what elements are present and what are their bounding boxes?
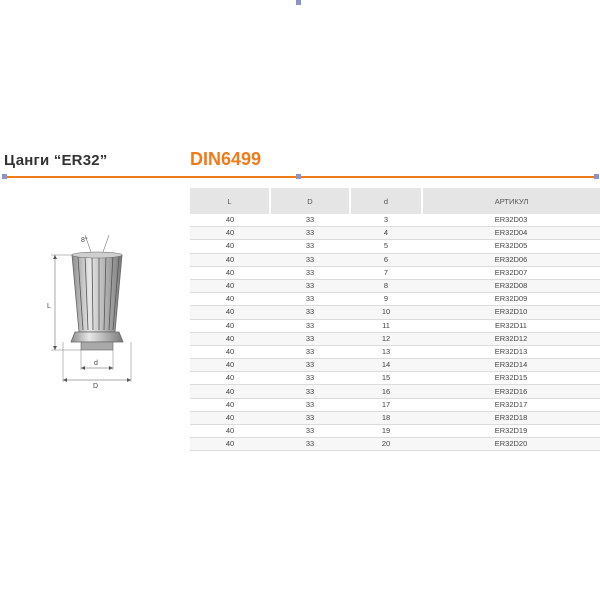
- cell-article: ER32D06: [422, 253, 600, 266]
- cell-length: 40: [190, 385, 270, 398]
- cell-outer-diameter: 33: [270, 214, 350, 227]
- cell-outer-diameter: 33: [270, 332, 350, 345]
- cell-article: ER32D05: [422, 240, 600, 253]
- cell-length: 40: [190, 411, 270, 424]
- inner-diameter-label: d: [94, 360, 98, 367]
- cell-inner-diameter: 7: [350, 266, 422, 279]
- table-row: [190, 266, 600, 279]
- cell-outer-diameter: 33: [270, 385, 350, 398]
- cell-outer-diameter: 33: [270, 240, 350, 253]
- cell-article: ER32D18: [422, 411, 600, 424]
- cell-length: 40: [190, 240, 270, 253]
- cell-outer-diameter: 33: [270, 306, 350, 319]
- cell-inner-diameter: 14: [350, 359, 422, 372]
- cell-inner-diameter: 20: [350, 438, 422, 451]
- cell-article: ER32D11: [422, 319, 600, 332]
- cell-outer-diameter: 33: [270, 293, 350, 306]
- collet-body-shape: [72, 255, 122, 332]
- column-header-outer-d: D: [270, 188, 350, 214]
- cell-inner-diameter: 4: [350, 227, 422, 240]
- guide-handle-middle: [296, 174, 301, 179]
- cell-inner-diameter: 9: [350, 293, 422, 306]
- cell-article: ER32D08: [422, 279, 600, 292]
- cell-outer-diameter: 33: [270, 227, 350, 240]
- table-row: [190, 306, 600, 319]
- cell-outer-diameter: 33: [270, 266, 350, 279]
- guide-handle-right: [594, 174, 599, 179]
- table-row: [190, 425, 600, 438]
- cell-outer-diameter: 33: [270, 438, 350, 451]
- cell-length: 40: [190, 332, 270, 345]
- collet-drawing: [45, 230, 145, 390]
- cell-article: ER32D20: [422, 438, 600, 451]
- table-row: [190, 279, 600, 292]
- cell-inner-diameter: 18: [350, 411, 422, 424]
- cell-length: 40: [190, 359, 270, 372]
- cell-outer-diameter: 33: [270, 411, 350, 424]
- cell-outer-diameter: 33: [270, 359, 350, 372]
- guide-handle-left: [2, 174, 7, 179]
- column-header-inner-d: d: [350, 188, 422, 214]
- cell-article: ER32D10: [422, 306, 600, 319]
- table-row: [190, 293, 600, 306]
- cell-outer-diameter: 33: [270, 372, 350, 385]
- cell-length: 40: [190, 438, 270, 451]
- collet-spec-table: [190, 188, 600, 451]
- cell-outer-diameter: 33: [270, 398, 350, 411]
- table-row: [190, 411, 600, 424]
- cell-inner-diameter: 8: [350, 279, 422, 292]
- table-row: [190, 240, 600, 253]
- cell-article: ER32D07: [422, 266, 600, 279]
- cell-inner-diameter: 19: [350, 425, 422, 438]
- table-row: [190, 319, 600, 332]
- cell-article: ER32D04: [422, 227, 600, 240]
- table-row: [190, 398, 600, 411]
- cell-length: 40: [190, 319, 270, 332]
- column-header-l: L: [190, 188, 270, 214]
- table-body: [190, 214, 600, 451]
- cell-inner-diameter: 10: [350, 306, 422, 319]
- guide-handle-top: [296, 0, 301, 5]
- table-header-row: [190, 188, 600, 214]
- page-title: Цанги “ER32”: [4, 152, 108, 169]
- cell-article: ER32D13: [422, 345, 600, 358]
- cell-article: ER32D17: [422, 398, 600, 411]
- cell-outer-diameter: 33: [270, 279, 350, 292]
- cell-inner-diameter: 5: [350, 240, 422, 253]
- collet-flange-shape: [71, 332, 123, 342]
- cell-inner-diameter: 11: [350, 319, 422, 332]
- cell-length: 40: [190, 279, 270, 292]
- table-row: [190, 253, 600, 266]
- outer-diameter-label: D: [93, 383, 99, 390]
- cell-length: 40: [190, 398, 270, 411]
- cell-article: ER32D03: [422, 214, 600, 227]
- table-row: [190, 332, 600, 345]
- cell-length: 40: [190, 425, 270, 438]
- cell-outer-diameter: 33: [270, 345, 350, 358]
- cell-article: ER32D16: [422, 385, 600, 398]
- cell-length: 40: [190, 306, 270, 319]
- cell-length: 40: [190, 214, 270, 227]
- cell-length: 40: [190, 372, 270, 385]
- standard-label: DIN6499: [190, 149, 262, 169]
- cell-inner-diameter: 15: [350, 372, 422, 385]
- cell-article: ER32D14: [422, 359, 600, 372]
- cell-article: ER32D09: [422, 293, 600, 306]
- cell-article: ER32D19: [422, 425, 600, 438]
- table-row: [190, 214, 600, 227]
- cell-outer-diameter: 33: [270, 253, 350, 266]
- cell-article: ER32D12: [422, 332, 600, 345]
- cell-inner-diameter: 12: [350, 332, 422, 345]
- cell-inner-diameter: 17: [350, 398, 422, 411]
- cell-length: 40: [190, 345, 270, 358]
- column-header-article: АРТИКУЛ: [422, 188, 600, 214]
- cell-length: 40: [190, 293, 270, 306]
- table-row: [190, 227, 600, 240]
- angle-label: 8°: [81, 237, 88, 244]
- cell-inner-diameter: 13: [350, 345, 422, 358]
- table-row: [190, 372, 600, 385]
- table-row: [190, 438, 600, 451]
- cell-length: 40: [190, 253, 270, 266]
- cell-inner-diameter: 6: [350, 253, 422, 266]
- table-row: [190, 345, 600, 358]
- cell-length: 40: [190, 266, 270, 279]
- cell-outer-diameter: 33: [270, 319, 350, 332]
- cell-inner-diameter: 3: [350, 214, 422, 227]
- cell-article: ER32D15: [422, 372, 600, 385]
- table-row: [190, 359, 600, 372]
- table-row: [190, 385, 600, 398]
- cell-inner-diameter: 16: [350, 385, 422, 398]
- cell-outer-diameter: 33: [270, 425, 350, 438]
- cell-length: 40: [190, 227, 270, 240]
- length-label: L: [47, 303, 51, 310]
